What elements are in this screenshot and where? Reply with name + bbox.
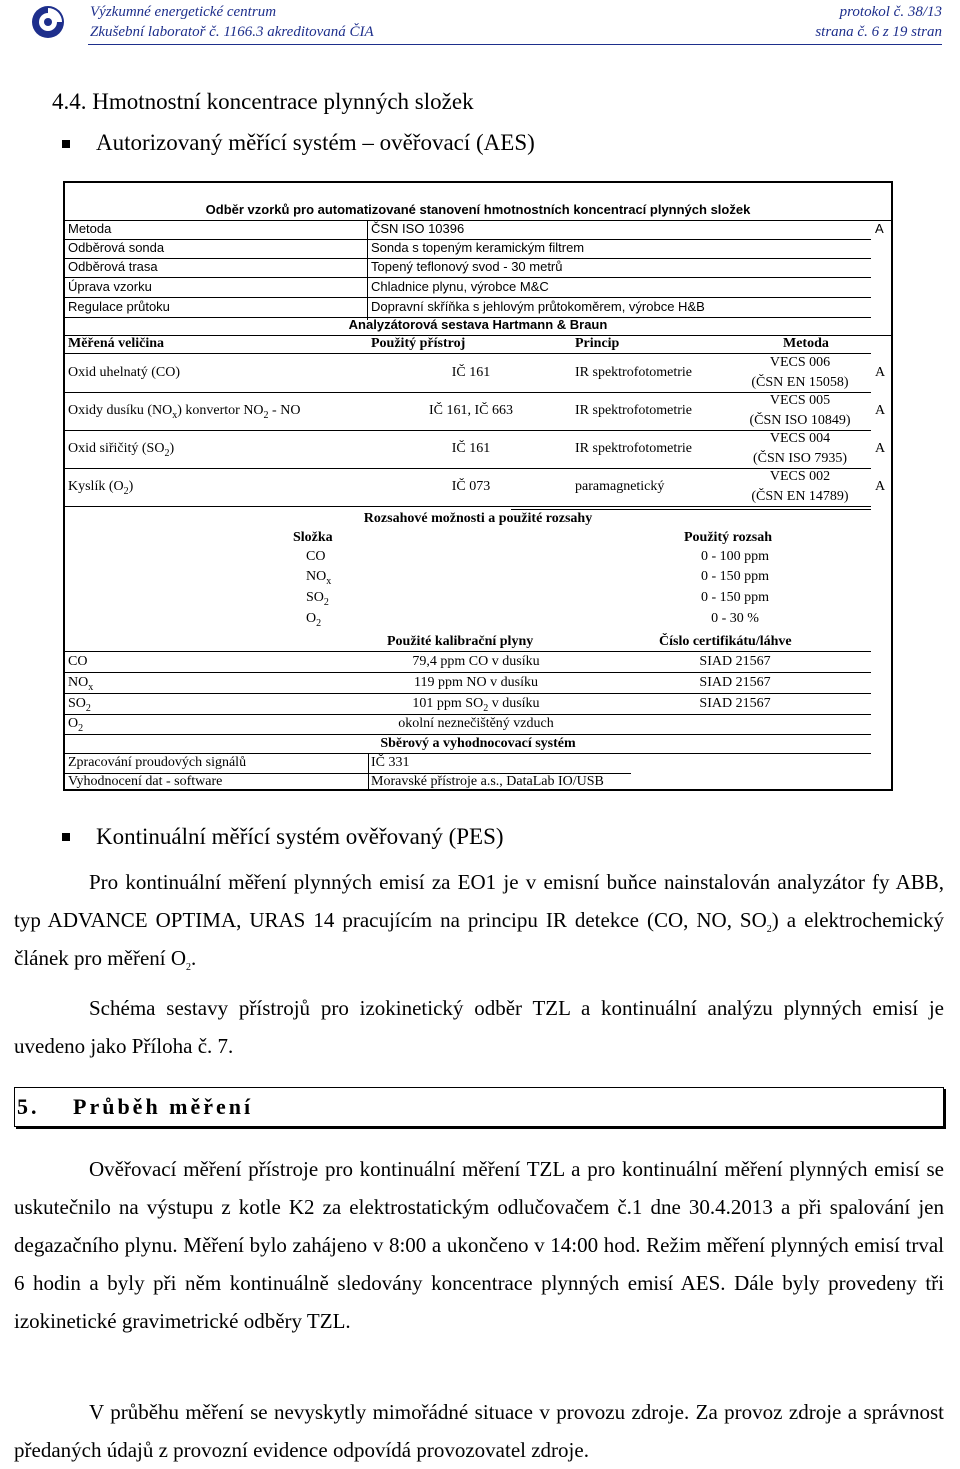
range-component: [306, 549, 325, 565]
divider: [65, 335, 891, 336]
sampling-value: Topený teflonový svod - 30 metrů: [371, 259, 563, 274]
analyzer-principle: IR spektrofotometrie: [575, 441, 693, 456]
sampling-value: ČSN ISO 10396: [371, 221, 465, 236]
table-title: Odběr vzorků pro automatizované stanovení hmotnostních koncentrací plynných složek: [205, 202, 751, 217]
calib-gas: [341, 675, 611, 691]
quantity-sub: x: [172, 409, 178, 421]
collect-value: Moravské přístroje a.s., DataLab IO/USB: [371, 774, 604, 789]
divider: [65, 353, 871, 354]
quantity-text: Oxid uhelnatý (CO): [68, 365, 180, 380]
col-method: Metoda: [783, 336, 829, 351]
bullet-icon: [62, 140, 70, 148]
analyzer-quantity: [68, 479, 133, 495]
quantity-sub: 2: [123, 485, 129, 497]
analyzer-instrument: IČ 073: [451, 479, 491, 494]
analyzer-instrument: IČ 161: [451, 365, 491, 380]
calib-gas: [341, 654, 611, 670]
analyzer-instrument: IČ 161: [451, 441, 491, 456]
col-principle: Princip: [575, 336, 620, 351]
quantity-text: Kyslík (O: [68, 479, 124, 494]
col-calib-cert: Číslo certifikátu/láhve: [659, 634, 792, 649]
sampling-label: Odběrová sonda: [68, 240, 165, 255]
section5-heading: [14, 1087, 944, 1127]
component-text: SO: [306, 590, 324, 605]
schema-paragraph: Schéma sestavy přístrojů pro izokinetický odběr TZL a kontinuální analýzu plynných emisí je uvedeno jako Příloha č. 7.: [14, 996, 944, 1058]
divider: [65, 714, 871, 715]
gas-sub: 2: [483, 702, 489, 714]
component-text: NO: [306, 569, 327, 584]
sampling-label: Metoda: [68, 221, 112, 236]
quantity-text: ): [128, 479, 134, 494]
status-flag: A: [875, 365, 886, 380]
divider: [367, 220, 368, 320]
analyzer-method: VECS 004: [769, 431, 831, 446]
sampling-label: Odběrová trasa: [68, 259, 158, 274]
component-text: CO: [68, 654, 88, 669]
col-instrument: Použitý přístroj: [371, 336, 466, 351]
calib-component: [68, 696, 91, 712]
quantity-text: Oxid siřičitý (SO: [68, 441, 165, 456]
divider: [65, 734, 871, 735]
header-rule: [88, 44, 942, 45]
pes-heading: Kontinuální měřící systém ověřovaný (PES): [96, 824, 504, 849]
pes-paragraph: Pro kontinuální měření plynných emisí za EO1 je v emisní buňce nainstalován analyzátor fy ABB, typ ADVANCE OPTIMA, URAS 14 pracujícím na principu IR detekce (CO, NO, $SO_2$) a elektrochemický článek pro měření $O_2$.: [14, 870, 944, 974]
section-title: 4.4. Hmotnostní koncentrace plynných složek: [52, 89, 474, 114]
gas-text: v dusíku: [488, 696, 540, 711]
divider: [368, 753, 369, 789]
divider: [65, 693, 871, 694]
bullet-icon: [62, 833, 70, 841]
range-component: [306, 590, 329, 606]
analyzer-quantity: [68, 441, 174, 457]
vec-logo-icon: [30, 4, 66, 40]
divider: [65, 277, 871, 278]
calib-component: [68, 675, 93, 691]
quantity-sub: 2: [263, 409, 269, 421]
header-protocol: protokol č. 38/13: [839, 4, 942, 20]
sampling-value: Dopravní skříňka s jehlovým průtokoměrem, výrobce H&B: [371, 299, 705, 314]
collect-label: Zpracování proudových signálů: [68, 755, 247, 770]
analyzer-principle: IR spektrofotometrie: [575, 403, 693, 418]
measurement-paragraph: Ověřovací měření přístroje pro kontinuální měření TZL a pro kontinuální měření plynných emisí se uskutečnilo na výstupu z kotle K2 za elektrostatickým odlučovačem č.1 dne 30.4.2013 a při spalování jen degazačního plynu. Měření bylo zahájeno v 8:00 a ukončeno v 14:00 hod. Režim měření plynných emisí trval 6 hodin a byly při něm kontinuálně sledovány koncentrace plynných emisí AES. Dále byly provedeny tři izokinetické gravimetrické odběry TZL.: [14, 1157, 944, 1333]
component-text: O: [306, 611, 317, 626]
component-sub: 2: [316, 617, 322, 629]
component-sub: 2: [85, 702, 91, 714]
header-page: strana č. 6 z 19 stran: [815, 24, 942, 40]
component-sub: 2: [323, 596, 329, 608]
col-component: Složka: [293, 530, 333, 545]
range-component: [306, 611, 321, 627]
range-value: 0 - 150 ppm: [700, 590, 770, 605]
quantity-text: Oxidy dusíku (NO: [68, 403, 173, 418]
analyzer-method: VECS 006: [769, 355, 831, 370]
divider: [65, 220, 891, 221]
analyzer-title: Analyzátorová sestava Hartmann & Braun: [348, 317, 608, 332]
analyzer-instrument: IČ 161, IČ 663: [429, 403, 513, 418]
gas-text: 101 ppm SO: [412, 696, 484, 711]
analyzer-standard: (ČSN EN 15058): [751, 375, 849, 390]
header-org: Výzkumné energetické centrum: [90, 4, 277, 20]
analyzer-principle: IR spektrofotometrie: [575, 365, 693, 380]
calib-cert: SIAD 21567: [699, 675, 771, 690]
calib-component: [68, 654, 87, 670]
range-component: [306, 569, 331, 585]
analyzer-standard: (ČSN ISO 10849): [749, 413, 851, 428]
gas-text: 79,4 ppm CO v dusíku: [412, 654, 540, 669]
component-sub: x: [326, 575, 332, 587]
quantity-text: ): [169, 441, 175, 456]
analyzer-method: VECS 002: [769, 469, 831, 484]
col-calib-gas: Použité kalibrační plyny: [387, 634, 534, 649]
analyzer-method: VECS 005: [769, 393, 831, 408]
sampling-label: Regulace průtoku: [68, 299, 170, 314]
component-sub: 2: [78, 722, 84, 734]
sampling-value: Chladnice plynu, výrobce M&C: [371, 279, 549, 294]
status-flag: A: [875, 403, 886, 418]
divider: [65, 672, 871, 673]
component-text: SO: [68, 696, 86, 711]
col-range: Použitý rozsah: [684, 530, 773, 545]
calib-gas: [341, 696, 611, 712]
component-text: NO: [68, 675, 89, 690]
analyzer-principle: paramagnetický: [575, 479, 665, 494]
sampling-label: Úprava vzorku: [68, 279, 152, 294]
sampling-value: Sonda s topeným keramickým filtrem: [371, 240, 585, 255]
analyzer-standard: (ČSN EN 14789): [751, 489, 849, 504]
range-value: 0 - 150 ppm: [700, 569, 770, 584]
aes-heading: Autorizovaný měřící systém – ověřovací (AES): [96, 130, 535, 155]
divider: [511, 509, 871, 510]
header-lab: Zkušební laboratoř č. 1166.3 akreditovaná ČIA: [90, 24, 374, 40]
calib-cert: SIAD 21567: [699, 654, 771, 669]
divider: [65, 317, 871, 318]
collect-title: Sběrový a vyhodnocovací systém: [380, 736, 576, 751]
collect-label: Vyhodnocení dat - software: [68, 774, 223, 789]
divider: [65, 297, 871, 298]
divider: [65, 506, 871, 507]
status-flag: A: [875, 479, 886, 494]
divider: [65, 651, 871, 652]
gas-text: okolní neznečištěný vzduch: [398, 716, 554, 731]
sampling-table: [63, 181, 893, 791]
quantity-sub: 2: [164, 447, 170, 459]
calib-gas: [341, 716, 611, 732]
range-value: 0 - 100 ppm: [700, 549, 770, 564]
section5-number: 5.: [17, 1094, 40, 1119]
calib-component: [68, 716, 83, 732]
status-flag: A: [875, 221, 884, 236]
incident-paragraph: V průběhu měření se nevyskytly mimořádné situace v provozu zdroje. Za provoz zdroje a správnost předaných údajů z provozní evidence odpovídá provozovatel zdroje.: [14, 1400, 944, 1462]
quantity-text: ) konvertor NO: [177, 403, 264, 418]
collect-value: IČ 331: [371, 755, 410, 770]
component-text: O: [68, 716, 79, 731]
status-flag: A: [875, 441, 886, 456]
quantity-text: - NO: [268, 403, 301, 418]
component-text: CO: [306, 549, 326, 564]
component-sub: x: [88, 681, 94, 693]
calib-cert: SIAD 21567: [699, 696, 771, 711]
gas-text: 119 ppm NO v dusíku: [414, 675, 538, 690]
analyzer-standard: (ČSN ISO 7935): [752, 451, 848, 466]
range-value: 0 - 30 %: [711, 611, 759, 626]
section5-title: Průběh měření: [73, 1094, 254, 1119]
divider: [65, 753, 871, 754]
analyzer-quantity: [68, 403, 300, 419]
col-quantity: Měřená veličina: [68, 336, 165, 351]
ranges-title: Rozsahové možnosti a použité rozsahy: [363, 511, 593, 526]
analyzer-quantity: [68, 365, 180, 381]
